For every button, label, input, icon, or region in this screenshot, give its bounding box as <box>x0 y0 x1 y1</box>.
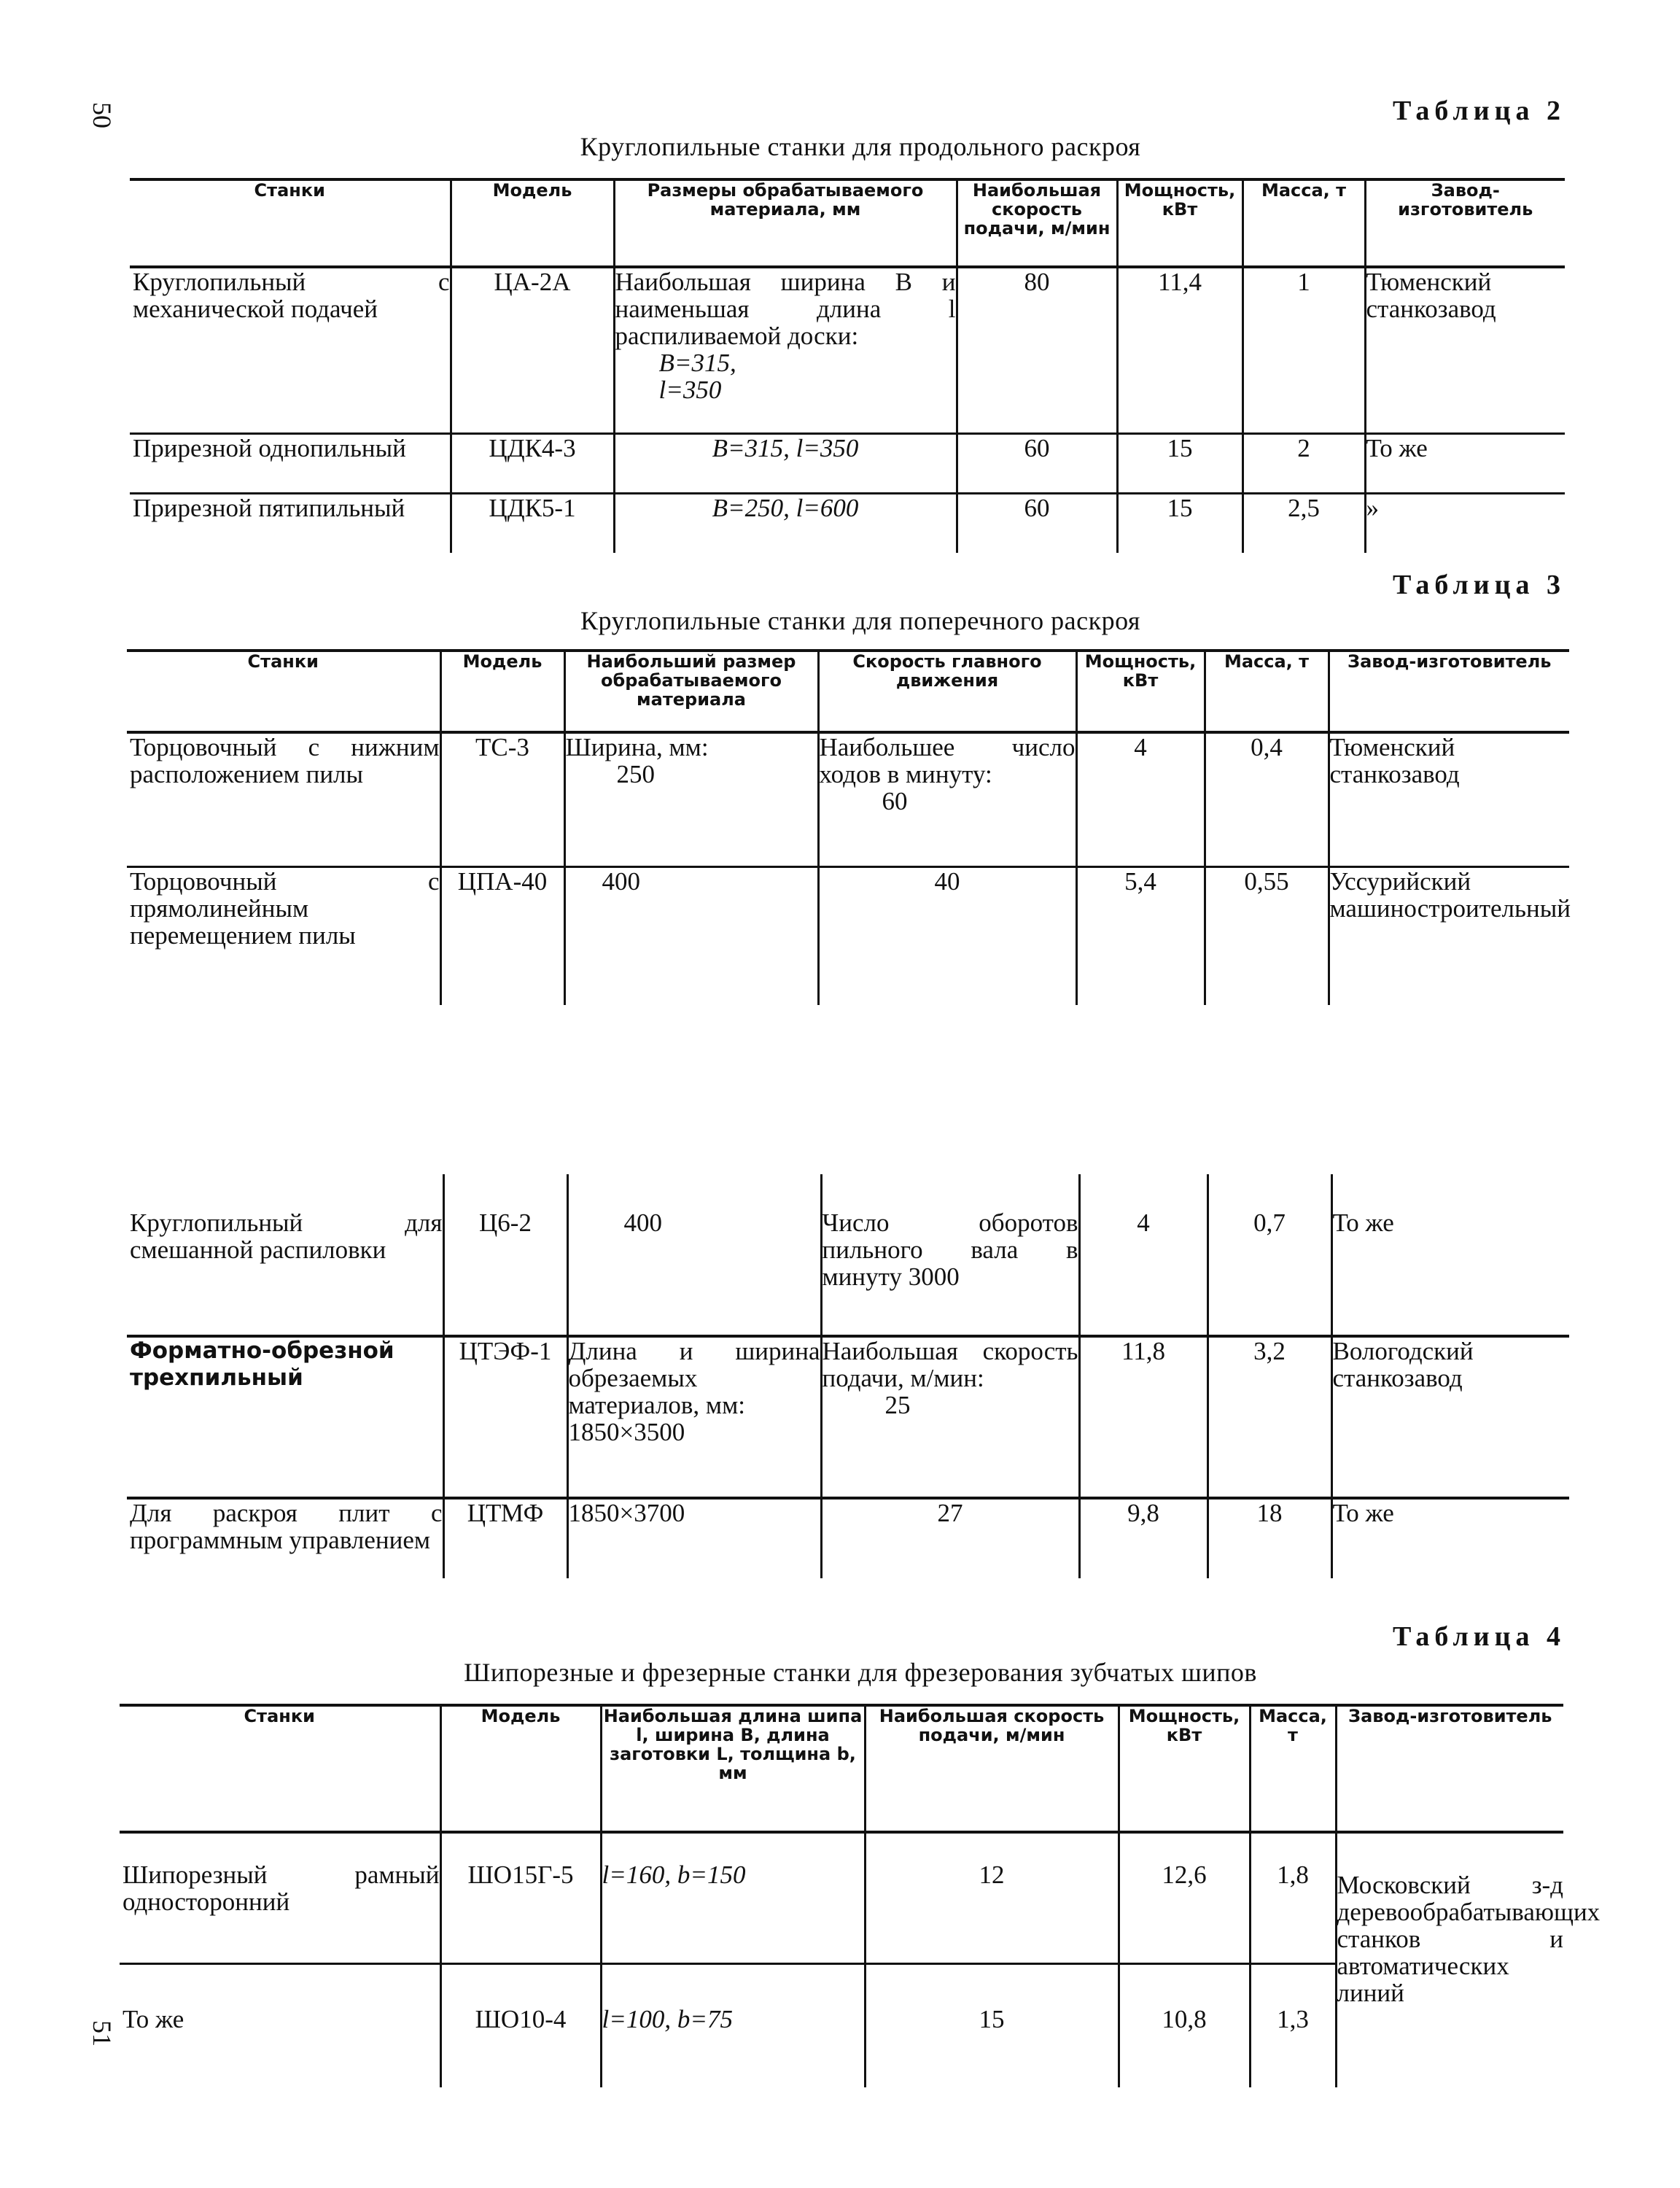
cell-speed-value: 60 <box>882 787 908 815</box>
cell-speed-text: Наибольшая скорость подачи, м/мин: <box>822 1337 1078 1392</box>
cell-size-text: Длина и ширина обрезаемых материалов, мм: <box>568 1337 820 1419</box>
cell-model: ЦТМФ <box>443 1498 567 1578</box>
cell-model: ЦПА-40 <box>440 866 564 1005</box>
cell-mass: 3,2 <box>1208 1336 1331 1498</box>
cell-speed: 60 <box>957 493 1117 553</box>
cell-machine: Торцовочный с прямолинейным перемещением пилы <box>130 866 440 950</box>
header-machines: Станки <box>247 651 319 672</box>
header-power: Мощность, кВт <box>1117 179 1242 267</box>
cell-maker: Тюменский станкозавод <box>1365 267 1565 433</box>
cell-mass: 18 <box>1208 1498 1331 1578</box>
header-speed: Наибольшая скорость подачи, м/мин <box>957 179 1117 267</box>
header-maker: Завод-изготовитель <box>1336 1705 1563 1832</box>
cell-power: 4 <box>1079 1174 1208 1336</box>
cell-speed: 27 <box>821 1498 1079 1578</box>
cell-dimensions-b: B=315, <box>658 349 736 377</box>
cell-model: ШО15Г-5 <box>440 1832 601 1963</box>
cell-model: ЦТЭФ-1 <box>443 1336 567 1498</box>
cell-power: 10,8 <box>1119 1963 1250 2087</box>
cell-maker: То же <box>1331 1498 1569 1578</box>
cell-maker: Тюменский станкозавод <box>1329 732 1569 866</box>
table-4-label: Таблица 4 <box>1393 1621 1566 1652</box>
cell-size-value: 400 <box>623 1209 662 1237</box>
cell-size-text: Ширина, мм: <box>565 733 709 761</box>
cell-model: ЦДК4-3 <box>451 433 614 493</box>
cell-power: 11,4 <box>1117 267 1242 433</box>
header-power: Мощность, кВт <box>1119 1705 1250 1832</box>
table-row <box>127 1336 1569 1498</box>
header-dimensions: Наибольшая длина шипа l, ширина B, длина заготовки L, толщина b, мм <box>601 1705 865 1832</box>
cell-machine: Торцовочный с нижним расположением пилы <box>130 733 440 788</box>
table-3-continued <box>127 1174 1569 1578</box>
cell-power: 4 <box>1076 732 1205 866</box>
cell-speed-text: Наибольшее число ходов в минуту: <box>819 733 1076 788</box>
cell-speed: 15 <box>865 1963 1119 2087</box>
cell-power: 15 <box>1117 433 1242 493</box>
cell-machine: Круглопильный для смешанной распиловки <box>130 1209 443 1264</box>
cell-machine: Круглопильный с механической подачей <box>133 268 450 323</box>
cell-size <box>567 1336 821 1498</box>
cell-speed: 80 <box>957 267 1117 433</box>
table-row <box>127 1498 1569 1578</box>
cell-mass: 2,5 <box>1242 493 1365 553</box>
table-row <box>127 1174 1569 1336</box>
cell-machine: То же <box>122 2004 184 2033</box>
cell-dimensions: l=160, b=150 <box>601 1832 865 1963</box>
cell-maker: То же <box>1331 1174 1569 1336</box>
cell-maker: Московский з-д деревообрабатывающих станков и автоматических линий <box>1336 1832 1563 2087</box>
page-number-top: 50 <box>88 102 117 128</box>
header-machines: Станки <box>254 180 325 201</box>
table-2-label: Таблица 2 <box>1393 96 1566 126</box>
page-number-bottom: 51 <box>88 2020 117 2047</box>
cell-dimensions: l=100, b=75 <box>601 1963 865 2087</box>
cell-mass: 1,3 <box>1250 1963 1336 2087</box>
cell-speed: 12 <box>865 1832 1119 1963</box>
cell-speed: 40 <box>818 866 1076 1005</box>
header-machines: Станки <box>244 1706 315 1726</box>
cell-speed: 60 <box>957 433 1117 493</box>
cell-mass: 0,7 <box>1208 1174 1331 1336</box>
table-row <box>130 433 1565 493</box>
cell-mass: 2 <box>1242 433 1365 493</box>
header-dimensions: Размеры обрабатываемого материала, мм <box>614 179 957 267</box>
table-3-label: Таблица 3 <box>1393 570 1566 600</box>
cell-dimensions: B=315, l=350 <box>614 433 957 493</box>
cell-machine: Прирезной пятипильный <box>133 493 405 522</box>
cell-speed <box>818 732 1076 866</box>
cell-size-value: 1850×3500 <box>568 1418 685 1446</box>
cell-model: Ц6-2 <box>443 1174 567 1336</box>
cell-model: ЦДК5-1 <box>451 493 614 553</box>
table-2-title: Круглопильные станки для продольного раскроя <box>580 132 1141 161</box>
header-model: Модель <box>440 651 564 732</box>
cell-mass: 1 <box>1242 267 1365 433</box>
table-row <box>130 493 1565 553</box>
header-maker: Завод-изготовитель <box>1329 651 1569 732</box>
cell-mass: 0,4 <box>1205 732 1329 866</box>
header-power: Мощность, кВт <box>1076 651 1205 732</box>
cell-model: ЦА-2А <box>451 267 614 433</box>
table-row <box>120 1832 1563 1963</box>
header-speed: Наибольшая скорость подачи, м/мин <box>865 1705 1119 1832</box>
header-size: Наибольший размер обрабатываемого материала <box>564 651 818 732</box>
cell-model: ТС-3 <box>440 732 564 866</box>
cell-speed <box>821 1336 1079 1498</box>
header-maker: Завод-изготовитель <box>1365 179 1565 267</box>
cell-size-value: 400 <box>602 866 640 896</box>
header-speed: Скорость главного движения <box>818 651 1076 732</box>
cell-power: 15 <box>1117 493 1242 553</box>
header-mass: Масса, т <box>1242 179 1365 267</box>
cell-dimensions <box>614 267 957 433</box>
cell-maker: Уссурийский машиностроительный <box>1329 866 1569 1005</box>
cell-power: 5,4 <box>1076 866 1205 1005</box>
cell-speed: Число оборотов пильного вала в минуту 3000 <box>821 1174 1079 1336</box>
table-4 <box>120 1704 1601 2087</box>
cell-machine: Форматно-обрезной трехпильный <box>130 1338 394 1391</box>
cell-maker: » <box>1365 493 1565 553</box>
header-model: Модель <box>451 179 614 267</box>
table-row <box>127 732 1569 866</box>
cell-power: 9,8 <box>1079 1498 1208 1578</box>
cell-machine: Прирезной однопильный <box>133 433 406 462</box>
cell-dimensions-l: l=350 <box>658 376 722 404</box>
cell-mass: 0,55 <box>1205 866 1329 1005</box>
header-mass: Масса, т <box>1205 651 1329 732</box>
cell-maker: То же <box>1365 433 1565 493</box>
cell-dimensions: B=250, l=600 <box>614 493 957 553</box>
cell-size-value: 250 <box>616 760 655 788</box>
cell-dimensions-text: Наибольшая ширина B и наименьшая длина l распиливаемой доски: <box>615 268 956 350</box>
table-row <box>130 267 1565 433</box>
cell-power: 11,8 <box>1079 1336 1208 1498</box>
table-3 <box>127 649 1569 1005</box>
cell-power: 12,6 <box>1119 1832 1250 1963</box>
table-4-title: Шипорезные и фрезерные станки для фрезерования зубчатых шипов <box>464 1658 1257 1687</box>
table-2 <box>130 178 1565 553</box>
header-mass: Масса, т <box>1250 1705 1336 1832</box>
cell-size: 1850×3700 <box>567 1498 821 1578</box>
cell-model: ШО10-4 <box>440 1963 601 2087</box>
cell-machine: Для раскроя плит с программным управлением <box>130 1499 443 1554</box>
header-model: Модель <box>440 1705 601 1832</box>
cell-size <box>564 866 818 1005</box>
table-row <box>127 866 1569 1005</box>
table-3-title: Круглопильные станки для поперечного раскроя <box>580 606 1140 635</box>
cell-speed-value: 25 <box>884 1391 911 1419</box>
cell-size <box>567 1174 821 1336</box>
cell-machine: Шипорезный рамный односторонний <box>120 1832 440 1963</box>
cell-maker: Вологодский станкозавод <box>1331 1336 1569 1498</box>
cell-size <box>564 732 818 866</box>
cell-mass: 1,8 <box>1250 1832 1336 1963</box>
